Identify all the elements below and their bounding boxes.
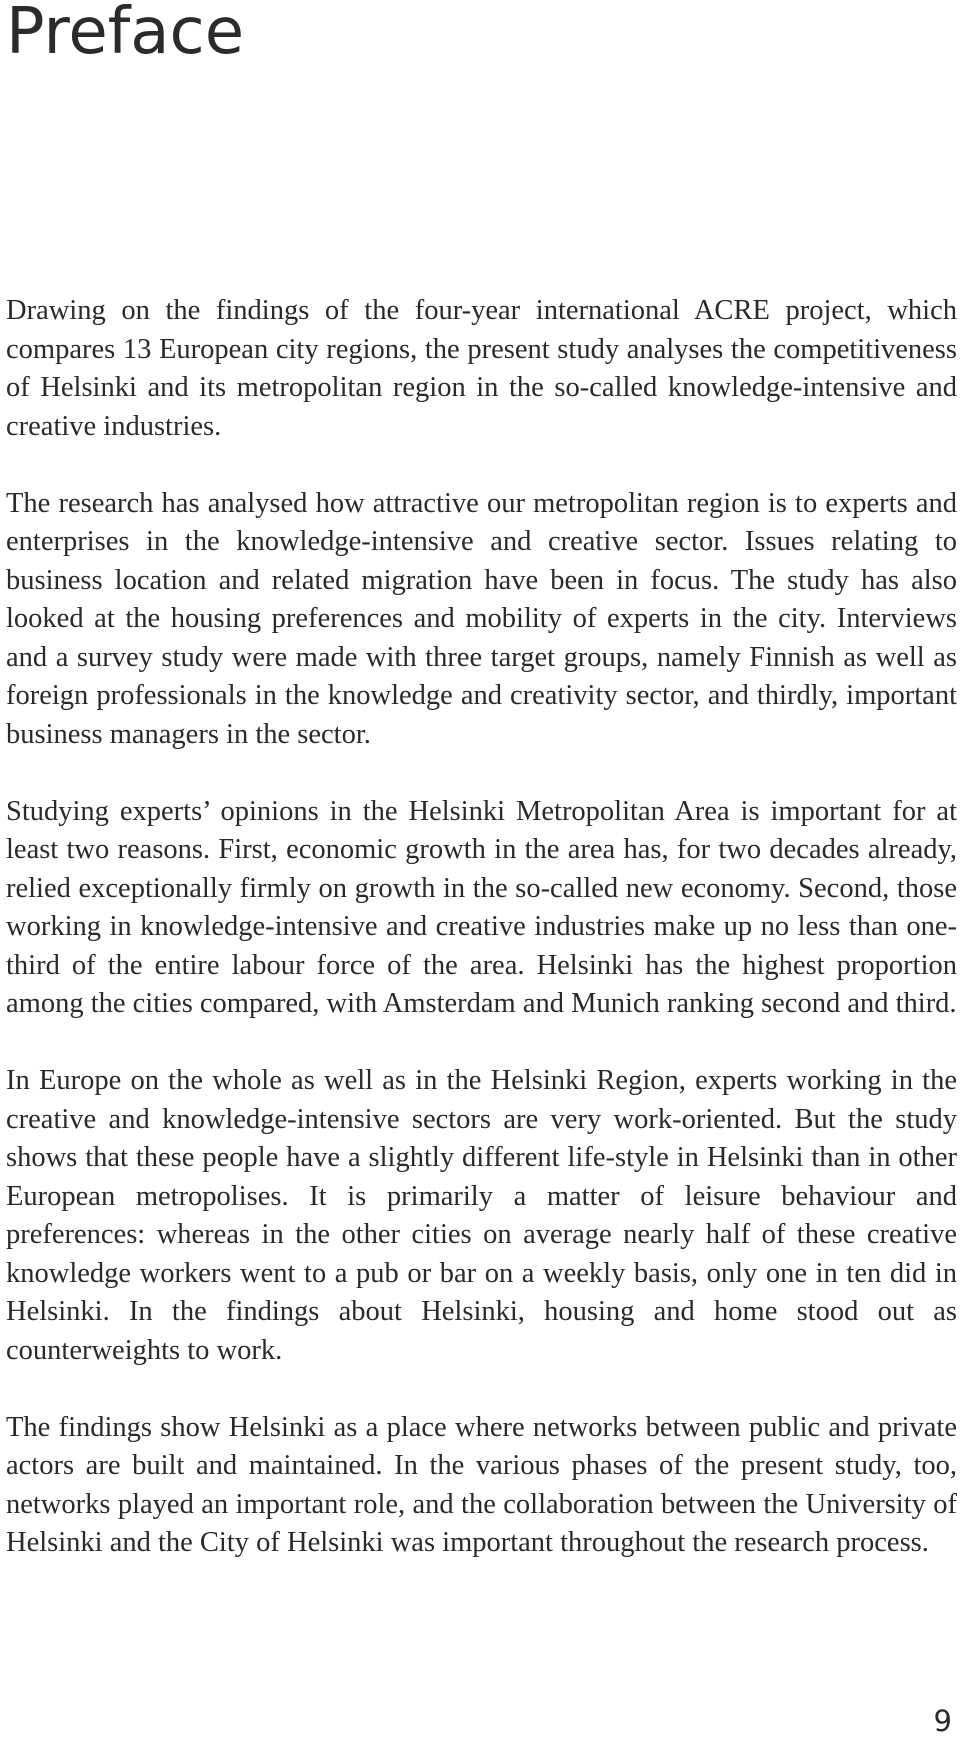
paragraph: The findings show Helsinki as a place where networks between public and private actors are built and maintained. In the various phases of the present study, too, networks played an important role, and the collaboration between the University of Helsinki and the City of Helsinki was important throughout the research process. — [6, 1411, 957, 1558]
page-number: 9 — [933, 1704, 952, 1738]
body-text — [6, 292, 957, 1601]
page-title: Preface — [6, 0, 245, 69]
paragraph: In Europe on the whole as well as in the Helsinki Region, experts working in the creative and knowledge-intensive sectors are very work-oriented. But the study shows that these people have a slightly different life-style in Helsinki than in other European metropolises. It is primarily a matter of leisure behaviour and preferences: whereas in the other cities on average nearly half of these creative knowledge workers went to a pub or bar on a weekly basis, only one in ten did in Helsinki. In the findings about Helsinki, housing and home stood out as counterweights to work. — [6, 1065, 957, 1366]
paragraph: The research has analysed how attractive our metropolitan region is to experts and enterprises in the knowledge-intensive and creative sector. Issues relating to business location and related migration have been in focus. The study has also looked at the housing preferences and mobility of experts in the city. Interviews and a survey study were made with three target groups, namely Finnish as well as foreign professionals in the knowledge and creativity sector, and thirdly, important business managers in the sector. — [6, 487, 957, 750]
paragraph: Studying experts’ opinions in the Helsinki Metropolitan Area is important for at least two reasons. First, economic growth in the area has, for two decades already, relied exceptionally firmly on growth in the so-called new economy. Second, those working in knowledge-intensive and creative industries make up no less than one-third of the entire labour force of the area. Helsinki has the highest proportion among the cities compared, with Amsterdam and Munich ranking second and third. — [6, 795, 957, 1019]
paragraph: Drawing on the findings of the four-year international ACRE project, which compares 13 European city regions, the present study analyses the competitiveness of Helsinki and its metropolitan region in the so-called knowledge-intensive and creative industries. — [6, 295, 957, 442]
